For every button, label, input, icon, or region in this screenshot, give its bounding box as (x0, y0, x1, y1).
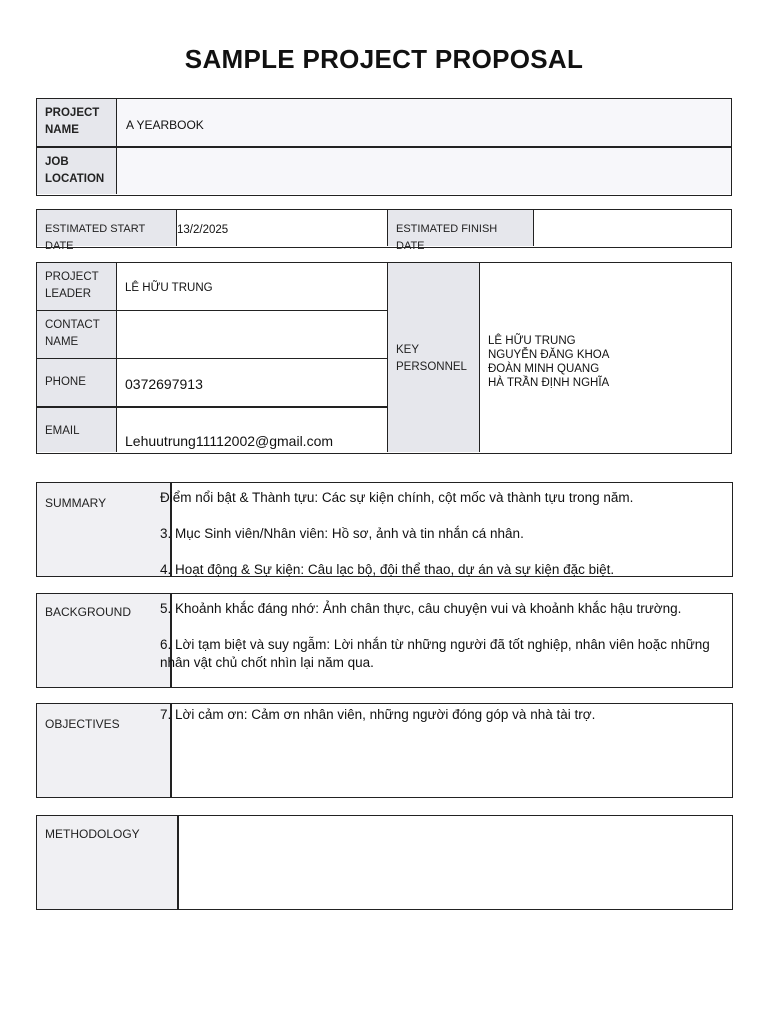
finish-date-label: ESTIMATED FINISH DATE (387, 210, 533, 246)
objectives-section (36, 703, 733, 798)
background-label: BACKGROUND (37, 594, 172, 687)
project-leader-field[interactable]: LÊ HỮU TRUNG (116, 263, 387, 310)
project-info-table (36, 98, 732, 196)
key-personnel-list[interactable] (479, 263, 731, 452)
key-personnel-label: KEY PERSONNEL (387, 263, 479, 452)
contact-name-label: CONTACT NAME (37, 310, 116, 358)
project-leader-label: PROJECT LEADER (37, 263, 116, 310)
summary-section (36, 482, 733, 577)
summary-label: SUMMARY (37, 483, 172, 576)
email-field[interactable]: Lehuutrung11112002@gmail.com (116, 406, 387, 452)
key-personnel-item: HÀ TRẦN ĐỊNH NGHĨA (488, 377, 610, 389)
objectives-paragraph: 7. Lời cảm ơn: Cảm ơn nhân viên, những người đóng góp và nhà tài trợ. (160, 707, 596, 722)
summary-text[interactable] (154, 483, 732, 576)
key-personnel-item: ĐOÀN MINH QUANG (488, 363, 600, 375)
contact-name-field[interactable] (116, 310, 387, 358)
phone-label: PHONE (37, 358, 116, 406)
objectives-label: OBJECTIVES (37, 704, 172, 797)
summary-paragraph: 4. Hoạt động & Sự kiện: Câu lạc bộ, đội thể thao, dự án và sự kiện đặc biệt. (160, 562, 615, 577)
key-personnel-item: NGUYỄN ĐĂNG KHOA (488, 349, 610, 361)
job-location-label: JOB LOCATION (37, 146, 116, 194)
key-personnel-item: LÊ HỮU TRUNG (488, 335, 576, 347)
project-name-label: PROJECT NAME (37, 99, 116, 146)
methodology-section (36, 815, 733, 910)
objectives-text[interactable] (154, 704, 732, 797)
summary-paragraph: 3. Mục Sinh viên/Nhân viên: Hồ sơ, ảnh và tin nhắn cá nhân. (160, 526, 524, 541)
background-text[interactable] (154, 594, 732, 687)
summary-paragraph: Điểm nổi bật & Thành tựu: Các sự kiện chính, cột mốc và thành tựu trong năm. (160, 490, 634, 505)
methodology-label: METHODOLOGY (37, 816, 179, 909)
finish-date-field[interactable] (533, 210, 731, 246)
phone-field[interactable]: 0372697913 (116, 358, 387, 406)
contact-table (36, 262, 732, 454)
dates-table (36, 209, 732, 252)
start-date-label: ESTIMATED START DATE (37, 210, 176, 246)
background-paragraph: 6. Lời tạm biệt và suy ngẫm: Lời nhắn từ những người đã tốt nghiệp, nhân viên hoặc những nhân vật chủ chốt nhìn lại năm qua. (160, 637, 710, 670)
methodology-text[interactable] (161, 816, 732, 909)
email-label: EMAIL (37, 406, 116, 452)
page-title: SAMPLE PROJECT PROPOSAL (184, 44, 584, 74)
background-paragraph: 5. Khoảnh khắc đáng nhớ: Ảnh chân thực, câu chuyện vui và khoảnh khắc hậu trường. (160, 601, 682, 616)
job-location-field[interactable] (116, 146, 731, 194)
background-section (36, 593, 733, 688)
start-date-field[interactable]: 13/2/2025 (176, 210, 387, 246)
project-name-field[interactable]: A YEARBOOK (116, 99, 731, 146)
